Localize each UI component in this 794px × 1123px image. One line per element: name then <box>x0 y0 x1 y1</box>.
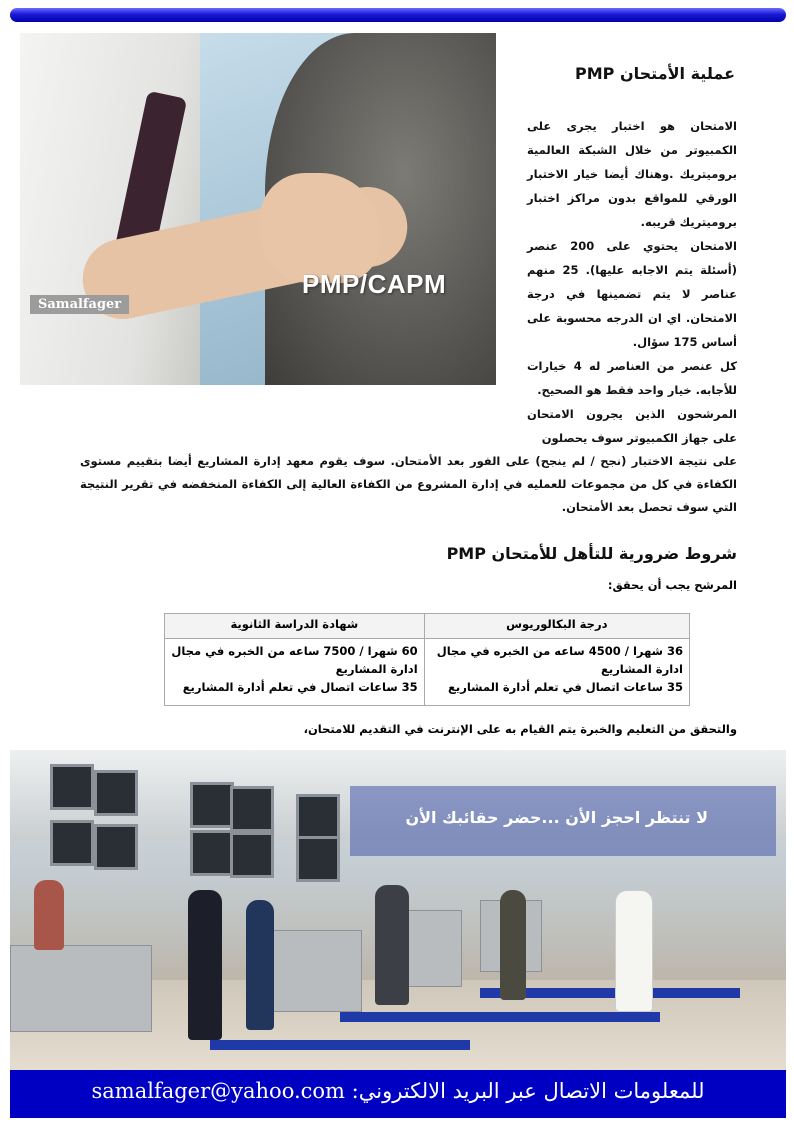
display-screen <box>230 786 274 832</box>
intro-paragraph-2: الامتحان يحتوي على 200 عنصر (أسئلة يتم الاجابه عليها). 25 منهم عناصر لا يتم تضمينها في درجة الامتحان. اي ان الدرجه محسوبة على أساس 175 سؤال. <box>527 239 737 349</box>
display-screen <box>230 832 274 878</box>
requirements-subtitle: المرشح يجب أن يحقق: <box>607 578 737 592</box>
photo-caption: PMP/CAPM <box>302 269 447 299</box>
table-cell-bachelor <box>424 639 689 706</box>
photo-hand <box>260 173 380 283</box>
cell-experience: 36 شهرا / 4500 ساعه من الخبره في مجال ادارة المشاريع <box>436 644 683 676</box>
photo-carpet <box>210 1040 470 1050</box>
table-header-highschool: شهادة الدراسة الثانوية <box>165 614 425 639</box>
cell-contact-hours: 35 ساعات اتصال في تعلم أدارة المشاريع <box>182 680 418 694</box>
checkin-counter <box>270 930 362 1012</box>
photo-shirt <box>20 33 200 385</box>
climbing-rock-photo <box>20 33 496 385</box>
verification-note: والتحقق من التعليم والخبرة يتم القيام به على الإنترنت في التقديم للامتحان، <box>303 722 737 736</box>
display-screen <box>296 836 340 882</box>
promo-banner <box>350 786 776 856</box>
airport-checkin-photo <box>10 750 786 1070</box>
page-title: عملية الأمتحان PMP <box>575 64 735 83</box>
contact-footer <box>10 1070 786 1118</box>
display-screen <box>50 820 94 866</box>
top-decorative-bar <box>10 8 786 22</box>
photo-brand-label: Samalfager <box>30 295 129 314</box>
traveler-figure <box>188 890 222 1040</box>
table-header-bachelor: درجة البكالوريوس <box>424 614 689 639</box>
checkin-counter <box>400 910 462 987</box>
display-screen <box>94 824 138 870</box>
intro-text-column <box>527 114 737 450</box>
requirements-table <box>164 613 690 706</box>
requirements-title: شروط ضرورية للتأهل للأمتحان PMP <box>446 544 737 563</box>
intro-paragraph-4-continued: على نتيجة الاختبار (نجح / لم ينجح) على الفور بعد الأمتحان. سوف يقوم معهد إدارة المشاريع أيضا بتقييم مستوى الكفاءة في كل من مجموعات للعمليه في إدارة المشروع من الكفاءة العالية إلى الكفاءة المنخفضه في تقرير النتيجة التي سوف تحصل بعد الأمتحان. <box>80 454 737 514</box>
display-screen <box>50 764 94 810</box>
staff-figure <box>34 880 64 950</box>
intro-paragraph-3: كل عنصر من العناصر له 4 خيارات للأجابه. خيار واحد فقط هو الصحيح. <box>527 359 737 397</box>
intro-paragraph-4-start: المرشحون الذين يجرون الامتحان على جهاز الكمبيوتر سوف يحصلون <box>527 407 737 445</box>
display-screen <box>94 770 138 816</box>
promo-banner-text: لا تنتظر احجز الأن ...حضر حقائبك الأن <box>405 808 708 827</box>
photo-carpet <box>340 1012 660 1022</box>
traveler-figure <box>500 890 526 1000</box>
table-cell-highschool <box>165 639 425 706</box>
intro-paragraph-1: الامتحان هو اختبار يجرى على الكمبيوتر من خلال الشبكة العالمية بروميتريك .وهناك أيضا خيار الاختبار الورقي للمواقع بدون مراكز اختبار بروميتريك قريبه. <box>527 119 737 229</box>
traveler-figure <box>615 890 653 1012</box>
traveler-figure <box>375 885 409 1005</box>
cell-contact-hours: 35 ساعات اتصال في تعلم أدارة المشاريع <box>448 680 683 694</box>
contact-text: للمعلومات الاتصال عبر البريد الالكتروني: samalfager@yahoo.com <box>91 1079 705 1103</box>
checkin-counter <box>10 945 152 1032</box>
traveler-figure <box>246 900 274 1030</box>
display-screen <box>296 794 340 840</box>
cell-experience: 60 شهرا / 7500 ساعه من الخبره في مجال ادارة المشاريع <box>171 644 418 676</box>
display-screen <box>190 830 234 876</box>
display-screen <box>190 782 234 828</box>
table-row <box>165 639 690 706</box>
